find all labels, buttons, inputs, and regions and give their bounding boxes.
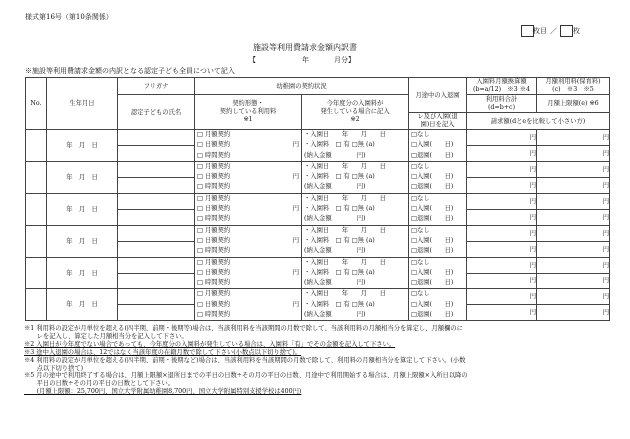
yen-unit: 円 <box>292 300 299 308</box>
contract-option[interactable]: □ 月額契約 <box>197 131 231 138</box>
admission-fee-line[interactable]: ・入園日 年 月 日 <box>304 131 386 138</box>
midway-option[interactable]: □なし <box>411 194 430 202</box>
birth-date-field[interactable]: 年 月 日 <box>47 257 118 289</box>
contract-option[interactable]: □ 月額契約 <box>197 162 231 170</box>
monthly-fee-field[interactable]: 円 <box>537 161 610 177</box>
midway-field[interactable] <box>409 257 467 289</box>
admission-fee-field[interactable] <box>302 161 409 193</box>
total-field[interactable]: 円 <box>467 209 537 225</box>
admission-monthly-field[interactable]: 円 <box>467 130 537 146</box>
contract-option[interactable]: □ 時間契約 <box>197 311 231 319</box>
claim-table <box>25 77 610 321</box>
cap-field[interactable]: 円 <box>537 145 610 161</box>
admission-fee-line[interactable]: ・入園料 □ 有 □無 (a) <box>304 141 375 149</box>
admission-monthly-field[interactable]: 円 <box>467 289 537 305</box>
cap-field[interactable]: 円 <box>537 273 610 289</box>
footnote-line: ※1 利用料の設定が月単位を超える(四半期、前期・後期等)場合は、当該利用料を当該期間の月数で除して、当該利用料の月額相当分を算定し、月額欄のに <box>24 325 463 332</box>
midway-option[interactable]: □退園( 日) <box>411 151 454 159</box>
admission-monthly-field[interactable]: 円 <box>467 161 537 177</box>
midway-option[interactable]: □なし <box>411 226 430 234</box>
footnote-line: ※5 月の途中で利用終了する場合は、月額上限額×退所日までの平日の日数÷その月の平日の日数、月途中で利用開始する場合は、月額上限額×入所日以降の <box>24 372 468 380</box>
child-name-field[interactable] <box>118 273 195 289</box>
birth-date-field[interactable]: 年 月 日 <box>47 193 118 225</box>
contract-form-field[interactable] <box>195 130 302 162</box>
midway-option[interactable]: □退園( 日) <box>411 279 454 287</box>
admission-monthly-field[interactable]: 円 <box>467 193 537 209</box>
contract-option[interactable]: □ 時間契約 <box>197 279 231 287</box>
sheet-label: 枚目 <box>533 27 547 35</box>
contract-option[interactable]: □ 時間契約 <box>197 215 231 223</box>
birth-date-field[interactable]: 年 月 日 <box>47 289 118 321</box>
birth-date-field[interactable]: 年 月 日 <box>47 130 118 162</box>
midway-field[interactable] <box>409 161 467 193</box>
total-field[interactable]: 円 <box>467 145 537 161</box>
admission-fee-field[interactable] <box>302 289 409 321</box>
furigana-field[interactable] <box>118 289 195 305</box>
admission-fee-field[interactable] <box>302 193 409 225</box>
header-claim: 請求額(dとeを比較して小さい方) <box>467 113 610 130</box>
admission-fee-line[interactable]: (納入金額 円) <box>304 151 366 159</box>
row-number[interactable] <box>26 193 47 225</box>
page-separator: ／ <box>550 27 557 35</box>
total-field[interactable]: 円 <box>467 177 537 193</box>
header-admission-fee: 今年度分の入園料が 発生している場合に記入 ※2 <box>302 95 409 130</box>
contract-option[interactable]: □ 日額契約 円 <box>195 300 301 310</box>
cap-field[interactable]: 円 <box>537 305 610 321</box>
admission-fee-field[interactable] <box>302 225 409 257</box>
monthly-fee-field[interactable]: 円 <box>537 257 610 273</box>
header-contract: 幼稚園の契約状況 <box>195 78 409 95</box>
furigana-field[interactable] <box>118 161 195 177</box>
row-number[interactable] <box>26 289 47 321</box>
footnote-line: 点以下切り捨て) <box>24 364 84 372</box>
child-name-field[interactable] <box>118 209 195 225</box>
contract-form-field[interactable] <box>195 161 302 193</box>
total-pages-box[interactable] <box>560 25 573 37</box>
header-birth: 生年月日 <box>47 78 118 130</box>
admission-monthly-field[interactable]: 円 <box>467 225 537 241</box>
child-row <box>26 161 610 177</box>
furigana-field[interactable] <box>118 130 195 146</box>
child-row <box>26 257 610 273</box>
total-field[interactable]: 円 <box>467 305 537 321</box>
period-open: 【 <box>249 56 256 64</box>
contract-option[interactable]: □ 時間契約 <box>197 183 231 191</box>
contract-option[interactable]: □ 月額契約 <box>197 226 231 234</box>
contract-option[interactable]: □ 月額契約 <box>197 194 231 202</box>
birth-date-field[interactable]: 年 月 日 <box>47 161 118 193</box>
midway-option[interactable]: □退園( 日) <box>411 311 454 319</box>
midway-option[interactable]: □退園( 日) <box>411 215 454 223</box>
contract-form-field[interactable] <box>195 257 302 289</box>
footnotes <box>24 325 612 396</box>
row-number[interactable] <box>26 130 47 162</box>
monthly-fee-field[interactable]: 円 <box>537 130 610 146</box>
midway-option[interactable]: □入園( 日) <box>411 268 454 276</box>
midway-option[interactable]: □なし <box>411 162 430 170</box>
contract-form-field[interactable] <box>195 225 302 257</box>
header-total: 利用料合計 (d=b+c) <box>467 95 537 113</box>
child-row <box>26 193 610 209</box>
total-field[interactable]: 円 <box>467 241 537 257</box>
admission-fee-field[interactable] <box>302 130 409 162</box>
contract-form-field[interactable] <box>195 193 302 225</box>
admission-fee-line[interactable]: ・入園日 年 月 日 <box>304 194 386 202</box>
contract-option[interactable]: □ 日額契約 円 <box>195 268 301 278</box>
midway-option[interactable]: □入園( 日) <box>411 173 454 181</box>
monthly-fee-field[interactable]: 円 <box>537 193 610 209</box>
furigana-field[interactable] <box>118 225 195 241</box>
header-midway: 月途中の入退園 <box>409 78 467 113</box>
midway-option[interactable]: □入園( 日) <box>411 205 454 213</box>
footnote-line: 平日の日数÷その月の平日の日数として下さい。 <box>24 380 175 388</box>
row-number[interactable] <box>26 257 47 289</box>
contract-option[interactable]: □ 月額契約 <box>197 258 231 266</box>
midway-option[interactable]: □入園( 日) <box>411 300 454 308</box>
contract-option[interactable]: □ 日額契約 円 <box>195 204 301 214</box>
midway-option[interactable]: □なし <box>411 258 430 266</box>
admission-fee-line[interactable]: (納入金額 円) <box>304 311 366 319</box>
header-adm-monthly: 入園料月額換算額 (b=a/12) ※3 ※4 <box>467 78 537 95</box>
yen-unit: 円 <box>292 141 299 149</box>
admission-fee-line[interactable]: ・入園日 年 月 日 <box>304 290 386 298</box>
admission-fee-line[interactable]: ・入園日 年 月 日 <box>304 226 386 234</box>
child-name-field[interactable] <box>118 145 195 161</box>
monthly-fee-field[interactable]: 円 <box>537 225 610 241</box>
admission-fee-line[interactable]: ・入園日 年 月 日 <box>304 258 386 266</box>
child-row <box>26 289 610 305</box>
admission-fee-line[interactable]: ・入園日 年 月 日 <box>304 162 386 170</box>
row-number[interactable] <box>26 225 47 257</box>
contract-option[interactable]: □ 時間契約 <box>197 247 231 255</box>
admission-fee-line[interactable]: (納入金額 円) <box>304 183 366 191</box>
midway-field[interactable] <box>409 289 467 321</box>
contract-option[interactable]: □ 日額契約 円 <box>195 140 301 150</box>
admission-fee-field[interactable] <box>302 257 409 289</box>
contract-option[interactable]: □ 日額契約 円 <box>195 172 301 182</box>
page-title: 施設等利用費請求金額内訳書 <box>253 43 357 52</box>
furigana-field[interactable] <box>118 257 195 273</box>
child-name-field[interactable] <box>118 305 195 321</box>
cap-field[interactable]: 円 <box>537 209 610 225</box>
monthly-fee-field[interactable]: 円 <box>537 289 610 305</box>
total-field[interactable]: 円 <box>467 273 537 289</box>
period-year: 年 <box>302 56 309 64</box>
header-contract-form: 契約形態・ 契約している利用料 ※1 <box>195 95 302 130</box>
midway-option[interactable]: □入園( 日) <box>411 236 454 244</box>
midway-field[interactable] <box>409 130 467 162</box>
footnote-line: ※2 入園日が今年度でない場合であっても、今年度分の入園料が発生している場合は、入園料「有」でその金額を記入して下さい。 <box>24 340 396 348</box>
contract-option[interactable]: □ 時間契約 <box>197 151 231 159</box>
child-row <box>26 225 610 241</box>
header-cap: 月額上限額(e) ※6 <box>537 95 610 113</box>
furigana-field[interactable] <box>118 193 195 209</box>
midway-option[interactable]: □なし <box>411 290 430 298</box>
admission-fee-line[interactable]: (納入金額 円) <box>304 279 366 287</box>
contract-option[interactable]: □ 日額契約 円 <box>195 236 301 246</box>
yen-unit: 円 <box>292 173 299 181</box>
contract-form-field[interactable] <box>195 289 302 321</box>
child-name-field[interactable] <box>118 177 195 193</box>
midway-option[interactable]: □退園( 日) <box>411 247 454 255</box>
midway-option[interactable]: □退園( 日) <box>411 183 454 191</box>
footnote-line: レを記入し、算定した月額相当分を記入して下さい。 <box>24 332 188 340</box>
admission-fee-line[interactable]: ・入園料 □ 有 □無 (a) <box>304 300 375 308</box>
form-id: 様式第16号（第10条関係） <box>25 13 113 21</box>
midway-option[interactable]: □なし <box>411 131 430 138</box>
period-month: 月分】 <box>334 56 355 64</box>
admission-fee-line[interactable]: ・入園料 □ 有 □無 (a) <box>304 173 375 181</box>
midway-field[interactable] <box>409 193 467 225</box>
footnote-line: (月額上限額：25,700円、国立大学附属幼稚園8,700円、国立大学附属特別支援学校は400円) <box>24 388 302 396</box>
header-no: No. <box>26 78 47 130</box>
admission-fee-line[interactable]: ・入園料 □ 有 □無 (a) <box>304 236 375 244</box>
header-midway-sub: レ及び入園(退 園)日を記入 <box>409 113 467 130</box>
row-number[interactable] <box>26 161 47 193</box>
total-label: 枚 <box>573 27 580 35</box>
footnote-line: ※3 途中入退園の場合は、12ではなく当該年度の在籍月数で除して下さい(小数点以下切り捨て)。 <box>24 348 302 356</box>
admission-fee-line[interactable]: ・入園料 □ 有 □無 (a) <box>304 205 375 213</box>
birth-date-field[interactable]: 年 月 日 <box>47 225 118 257</box>
child-row <box>26 130 610 146</box>
header-furigana: フリガナ <box>118 78 195 95</box>
yen-unit: 円 <box>292 268 299 276</box>
child-name-field[interactable] <box>118 241 195 257</box>
midway-option[interactable]: □入園( 日) <box>411 141 454 149</box>
admission-fee-line[interactable]: ・入園料 □ 有 □無 (a) <box>304 268 375 276</box>
contract-option[interactable]: □ 月額契約 <box>197 290 231 298</box>
admission-monthly-field[interactable]: 円 <box>467 257 537 273</box>
admission-fee-line[interactable]: (納入金額 円) <box>304 215 366 223</box>
yen-unit: 円 <box>292 205 299 213</box>
yen-unit: 円 <box>292 236 299 244</box>
intro-note: ※施設等利用費請求金額の内訳となる認定子ども全員について記入 <box>25 67 235 75</box>
footnote-line: ※4 利用料の設定が月単位を超える(四半期、前期・後期など)場合は、当該利用料を当該期間の月数で除して、利用料の月額相当分を算定して下さい。(小数 <box>24 356 466 364</box>
midway-field[interactable] <box>409 225 467 257</box>
cap-field[interactable]: 円 <box>537 241 610 257</box>
header-name: 認定子どもの氏名 <box>118 95 195 130</box>
header-monthly-fee: 月額利用料(保育料) (c) ※3 ※5 <box>537 78 610 95</box>
cap-field[interactable]: 円 <box>537 177 610 193</box>
admission-fee-line[interactable]: (納入金額 円) <box>304 247 366 255</box>
